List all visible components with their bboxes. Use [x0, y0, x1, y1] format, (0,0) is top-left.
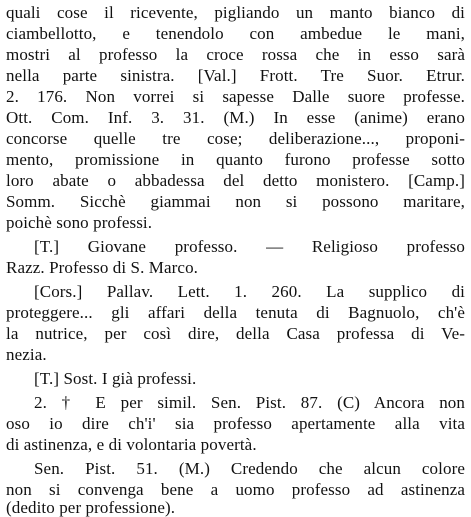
text-line-13: Razz. Professo di S. Marco.: [6, 258, 199, 277]
text-line-14: [Cors.] Pallav. Lett. 1. 260. La supplico di: [34, 282, 465, 301]
text-line-7: concorse quelle tre cose; deliberazione..., proponi-: [6, 129, 465, 148]
text-line-17: nezia.: [6, 345, 47, 364]
text-line-20: oso io dire ch'i' sia professo apertamente alla vita: [6, 414, 465, 433]
text-line-12: [T.] Giovane professo. — Religioso professo: [34, 237, 465, 256]
text-line-11: poichè sono professi.: [6, 213, 153, 232]
text-line-1: quali cose il ricevente, pigliando un manto bianco di: [6, 3, 465, 22]
text-line-5: 2. 176. Non vorrei si sapesse Dalle suore professe.: [6, 87, 465, 106]
text-line-21: di astinenza, e di volontaria povertà.: [6, 435, 257, 454]
text-line-18: [T.] Sost. I già professi.: [34, 369, 197, 388]
text-line-16: la nutrice, per così dire, della Casa professa di Ve-: [6, 324, 465, 343]
text-line-24: (dedito per professione).: [6, 498, 176, 517]
text-line-4: nella parte sinistra. [Val.] Frott. Tre Suor. Etrur.: [6, 66, 465, 85]
text-line-23: non si convenga bene a uomo professo ad astinenza: [6, 480, 465, 499]
text-line-15: proteggere... gli affari della tenuta di Bagnuolo, ch'è: [6, 303, 465, 322]
text-line-22: Sen. Pist. 51. (M.) Credendo che alcun colore: [34, 459, 465, 478]
text-line-3: mostri al professo la croce rossa che in esso sarà: [6, 45, 465, 64]
text-line-19: 2. † E per simil. Sen. Pist. 87. (C) Ancora non: [34, 393, 465, 412]
text-line-8: mento, promissione in quanto furono professe sotto: [6, 150, 465, 169]
text-line-2: ciambellotto, e tenendolo con ambedue le mani,: [6, 24, 465, 43]
text-line-6: Ott. Com. Inf. 3. 31. (M.) In esse (anime) erano: [6, 108, 465, 127]
text-line-9: loro abate o abbadessa del detto monistero. [Camp.]: [6, 171, 465, 190]
text-line-10: Somm. Sicchè giammai non si possono maritare,: [6, 192, 465, 211]
